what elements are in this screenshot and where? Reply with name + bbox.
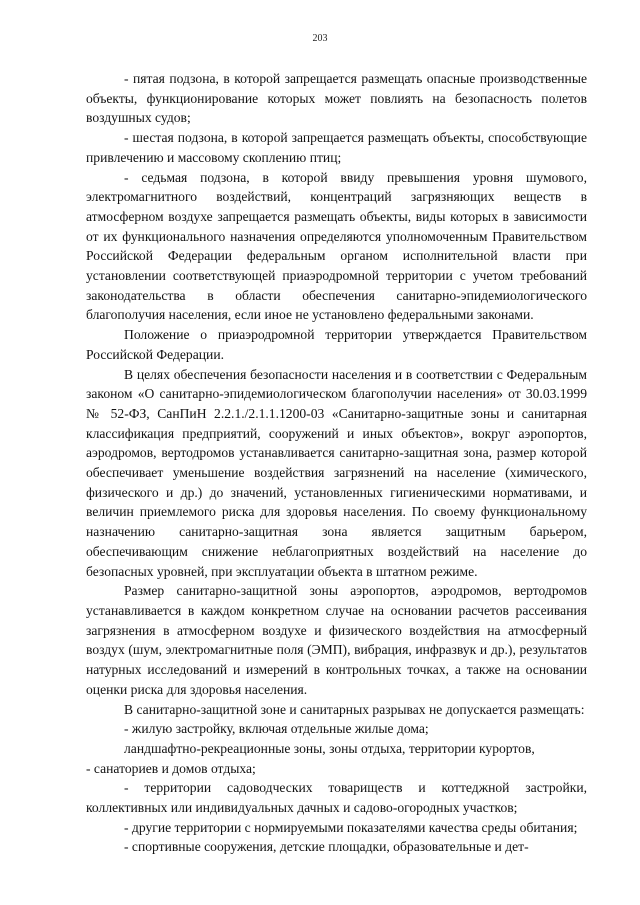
paragraph-subzone-7: - седьмая подзона, в которой ввиду превышения уровня шумового, электромагнитного воздействий, концентраций загрязняющих веществ в атмосферном воздухе запрещается размещать объекты, виды которых в зависимости от их функционального назначения определяются уполномоченным Правительством Российской Федерации федеральным органом исполнительной власти при установлении соответствующей приаэродромной территории с учетом требований законодательства в области обеспечения санитарно-эпидемиологического благополучия населения, если иное не установлено федеральными законами. [86, 169, 587, 323]
list-item: - жилую застройку, включая отдельные жилые дома; [124, 721, 429, 737]
list-item: - другие территории с нормируемыми показателями качества среды обитания; [124, 819, 578, 835]
list-item: - санаториев и домов отдыха; [86, 760, 256, 776]
document-body [86, 69, 587, 857]
paragraph-subzone-6: - шестая подзона, в которой запрещается размещать объекты, способствующие привлечению и массовому скоплению птиц; [86, 130, 587, 165]
list-item: - спортивные сооружения, детские площадки, образовательные и дет- [124, 839, 529, 855]
paragraph-regulation: Положение о приаэродромной территории утверждается Правительством Российской Федерации. [86, 327, 587, 362]
paragraph-prohibited-intro: В санитарно-защитной зоне и санитарных разрывах не допускается размещать: [124, 701, 585, 717]
paragraph-sanitary-zone: В целях обеспечения безопасности населения и в соответствии с Федеральным законом «О санитарно-эпидемиологическом благополучии населения» от 30.03.1999 № 52-ФЗ, СанПиН 2.2.1./2.1.1.1200-03 «Санитарно-защитные зоны и санитарная классификация предприятий, сооружений и иных объектов», вокруг аэропортов, аэродромов, вертодромов устанавливается санитарно-защитная зона, размер которой обеспечивает уменьшение воздействия загрязнений на население (химического, физического и др.) до значений, установленных гигиеническими нормативами, и величин приемлемого риска для здоровья населения. По своему функциональному назначению санитарно-защитная зона является защитным барьером, обеспечивающим снижение неблагоприятных воздействий на население до безопасных уровней, при эксплуатации объекта в штатном режиме. [86, 366, 587, 579]
paragraph-subzone-5: - пятая подзона, в которой запрещается размещать опасные производственные объекты, функционирование которых может повлиять на безопасность полетов воздушных судов; [86, 71, 587, 126]
list-item: ландшафтно-рекреационные зоны, зоны отдыха, территории курортов, [124, 740, 535, 756]
list-item: - территории садоводческих товариществ и коттеджной застройки, коллективных или индивидуальных дачных и садово-огородных участков; [86, 780, 587, 816]
paragraph-zone-size: Размер санитарно-защитной зоны аэропортов, аэродромов, вертодромов устанавливается в каждом конкретном случае на основании расчетов рассеивания загрязнения в атмосферном воздухе и физического воздействия на атмосферный воздух (шум, электромагнитные поля (ЭМП), вибрация, инфразвук и др.), результатов натурных исследований и измерений в контрольных точках, а также на основании оценки риска для здоровья населения. [86, 583, 587, 697]
page-number: 203 [312, 33, 328, 44]
